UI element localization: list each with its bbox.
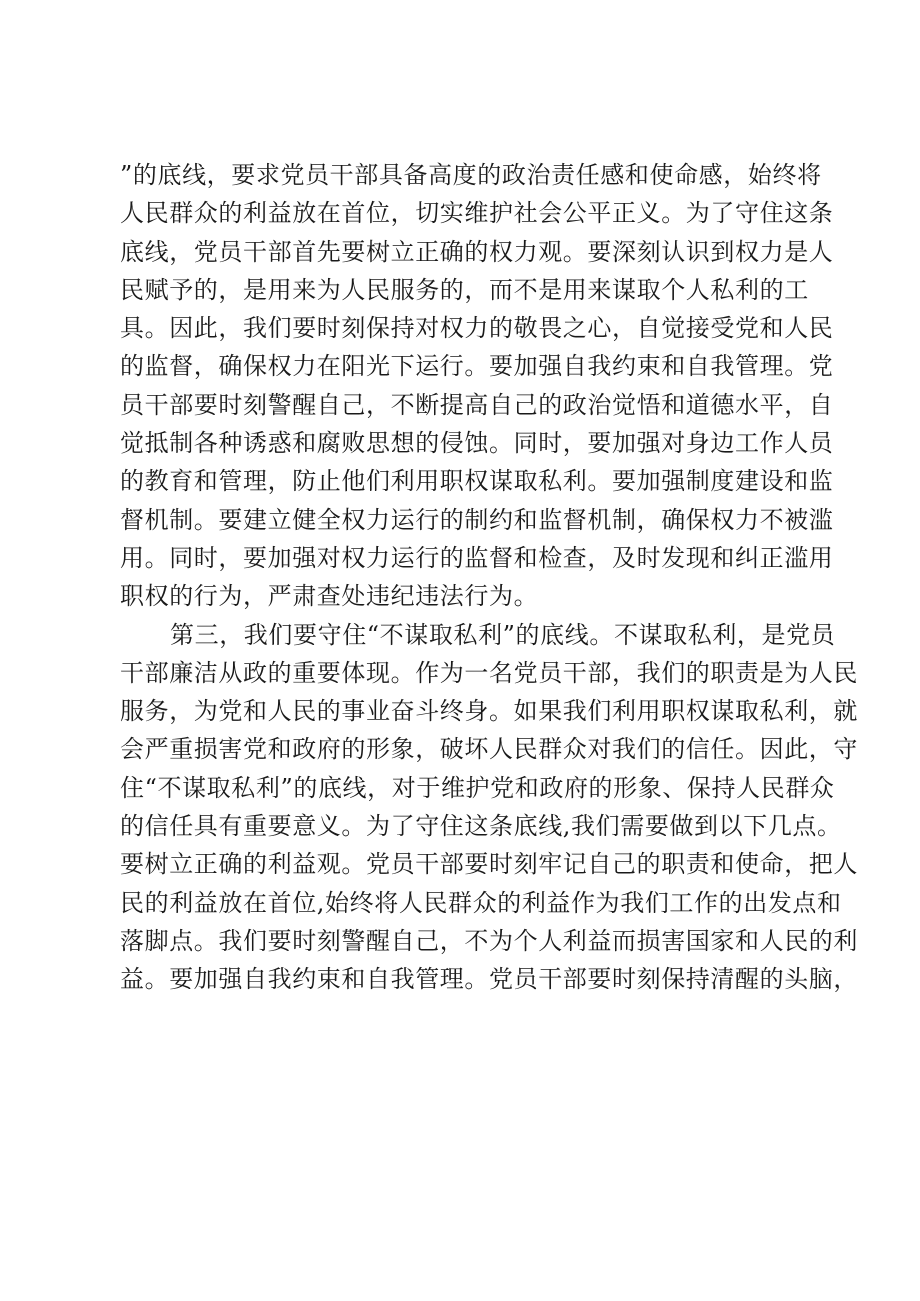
text-line: 的信任具有重要意义。为了守住这条底线,我们需要做到以下几点。 — [120, 812, 842, 841]
text-line: 人民群众的利益放在首位，切实维护社会公平正义。为了守住这条 — [120, 199, 834, 228]
text-line: 干部廉洁从政的重要体现。作为一名党员干部，我们的职责是为人民 — [120, 658, 858, 687]
text-line: 觉抵制各种诱惑和腐败思想的侵蚀。同时，要加强对身边工作人员 — [120, 429, 834, 458]
text-line: 要树立正确的利益观。党员干部要时刻牢记自己的职责和使命，把人 — [120, 850, 858, 879]
text-line: 住“不谋取私利”的底线，对于维护党和政府的形象、保持人民群众 — [120, 773, 835, 802]
text-line: 会严重损害党和政府的形象，破坏人民群众对我们的信任。因此，守 — [120, 735, 858, 764]
text-line: ”的底线，要求党员干部具备高度的政治责任感和使命感，始终将 — [120, 161, 822, 189]
text-line: 职权的行为，严肃查处违纪违法行为。 — [120, 582, 539, 611]
text-line: 服务，为党和人民的事业奋斗终身。如果我们利用职权谋取私利，就 — [120, 697, 858, 726]
text-line: 益。要加强自我约束和自我管理。党员干部要时刻保持清醒的头脑， — [120, 965, 858, 994]
paragraph-start-line: 第三，我们要守住“不谋取私利”的底线。不谋取私利，是党员 — [170, 620, 836, 649]
text-line: 落脚点。我们要时刻警醒自己，不为个人利益而损害国家和人民的利 — [120, 926, 858, 955]
text-line: 的监督，确保权力在阳光下运行。要加强自我约束和自我管理。党 — [120, 352, 834, 381]
text-line: 员干部要时刻警醒自己，不断提高自己的政治觉悟和道德水平，自 — [120, 390, 834, 419]
text-line: 具。因此，我们要时刻保持对权力的敬畏之心，自觉接受党和人民 — [120, 314, 834, 343]
text-line: 底线，党员干部首先要树立正确的权力观。要深刻认识到权力是人 — [120, 237, 834, 266]
text-line: 的教育和管理，防止他们利用职权谋取私利。要加强制度建设和监 — [120, 467, 834, 496]
body-text — [120, 156, 858, 999]
text-line: 民赋予的，是用来为人民服务的，而不是用来谋取个人私利的工 — [120, 275, 809, 304]
text-line: 民的利益放在首位,始终将人民群众的利益作为我们工作的出发点和 — [120, 888, 842, 917]
text-line: 督机制。要建立健全权力运行的制约和监督机制，确保权力不被滥 — [120, 505, 834, 534]
text-line: 用。同时，要加强对权力运行的监督和检查，及时发现和纠正滥用 — [120, 543, 834, 572]
